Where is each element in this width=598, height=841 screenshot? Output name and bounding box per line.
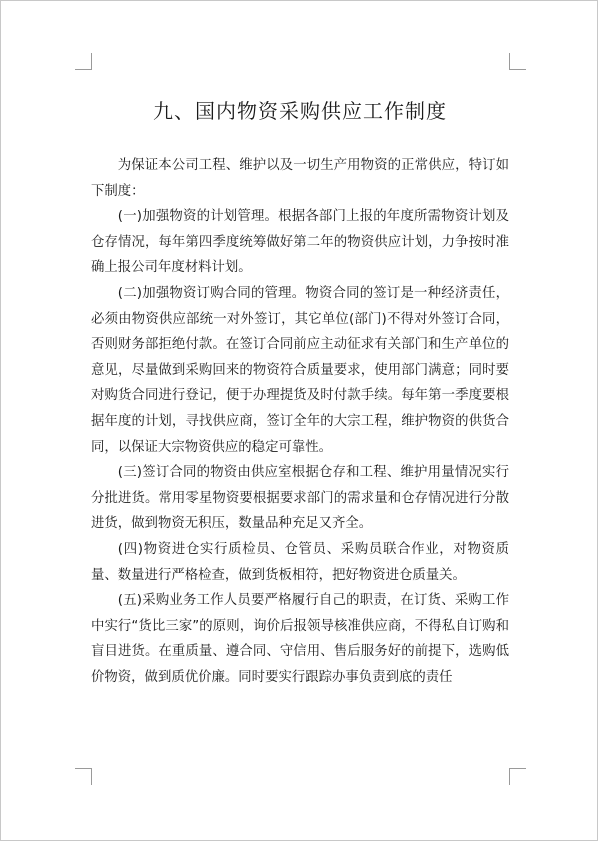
paragraph-4: (四)物资进仓实行质检员、仓管员、采购员联合作业，对物资质量、数量进行严格检查，做到货板相符，把好物资进仓质量关。 bbox=[91, 541, 509, 583]
crop-mark-bottom-right bbox=[509, 768, 526, 785]
crop-mark-top-left bbox=[75, 53, 92, 70]
paragraph-5: (五)采购业务工作人员要严格履行自己的职责，在订货、采购工作中实行“货比三家”的原则，询价后报领导核准供应商，不得私自订购和盲目进货。在重质量、遵合同、守信用、售后服务好的前提下，选购低价物资，做到质优价廉。同时要实行跟踪办事负责到底的责任 bbox=[91, 593, 509, 685]
paragraph-1: (一)加强物资的计划管理。根据各部门上报的年度所需物资计划及仓存情况，每年第四季度统筹做好第二年的物资供应计划，力争按时准确上报公司年度材料计划。 bbox=[91, 209, 509, 276]
paragraph-intro: 为保证本公司工程、维护以及一切生产用物资的正常供应，特订如下制度： bbox=[91, 158, 509, 199]
paragraph-2: (二)加强物资订购合同的管理。物资合同的签订是一种经济责任，必须由物资供应部统一对外签订，其它单位(部门)不得对外签订合同，否则财务部拒绝付款。在签订合同前应主动征求有关部门和生产单位的意见，尽量做到采购回来的物资符合质量要求，使用部门满意；同时要对购货合同进行登记，便于办理提货及时付款手续。每年第一季度要根据年度的计划，寻找供应商，签订全年的大宗工程，维护物资的供货合同，以保证大宗物资供应的稳定可靠性。 bbox=[91, 285, 509, 455]
crop-mark-top-right bbox=[509, 53, 526, 70]
document-body bbox=[91, 153, 509, 690]
crop-mark-bottom-left bbox=[75, 768, 92, 785]
paragraph-3: (三)签订合同的物资由供应室根据仓存和工程、维护用量情况实行分批进货。常用零星物资要根据要求部门的需求量和仓存情况进行分散进货，做到物资无积压，数量品种充足又齐全。 bbox=[91, 465, 509, 532]
document-title: 九、国内物资采购供应工作制度 bbox=[153, 99, 447, 123]
